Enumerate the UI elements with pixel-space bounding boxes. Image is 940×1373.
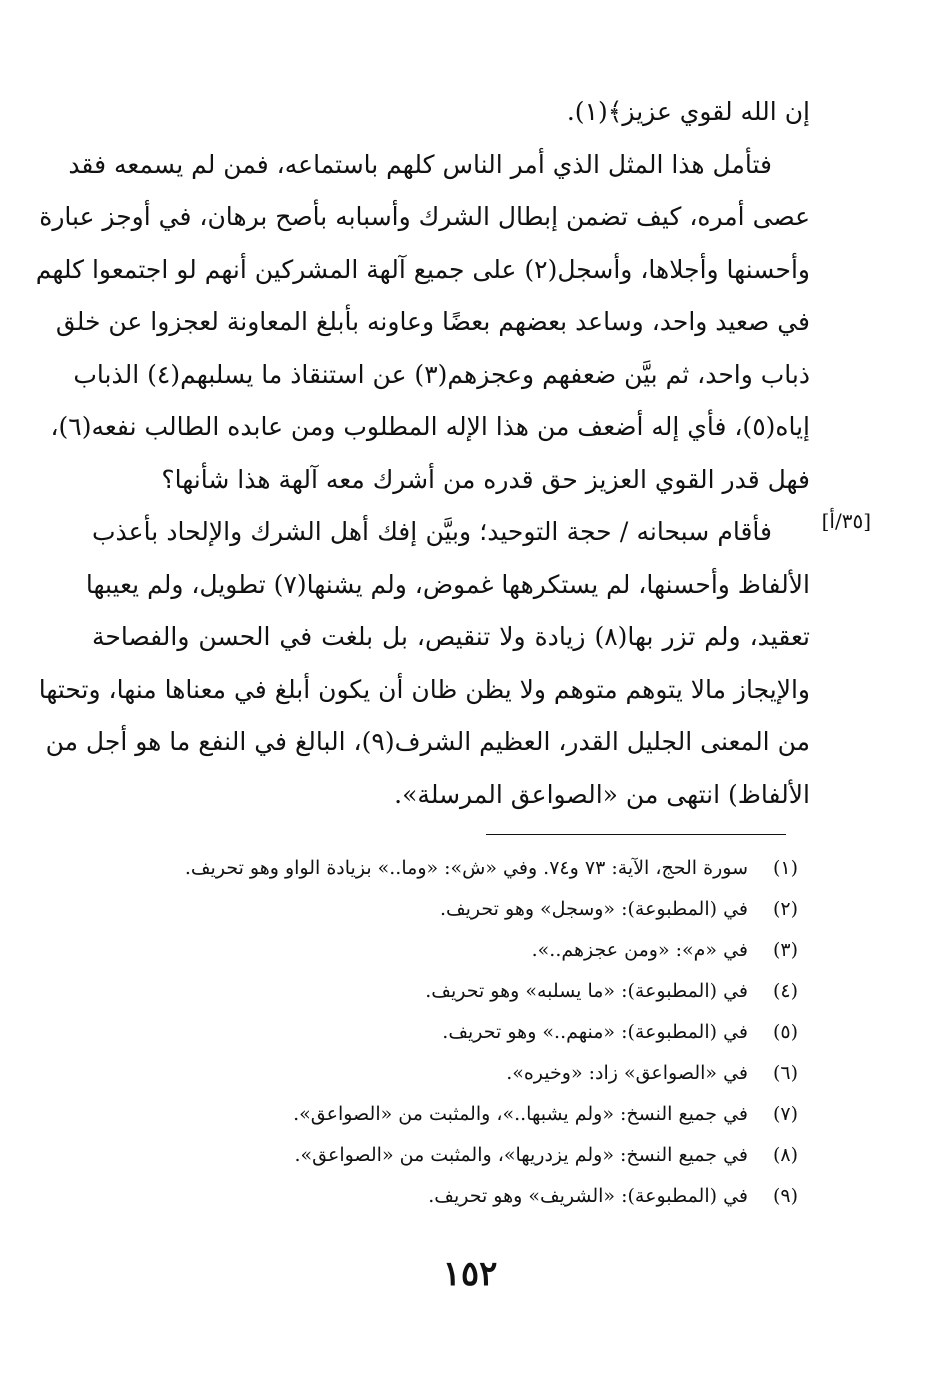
footnote-text: في (المطبوعة): «منهم..» وهو تحريف. <box>442 1021 748 1043</box>
text-line: فتأمل هذا المثل الذي أمر الناس كلهم باستماعه، فمن لم يسمعه فقد <box>68 149 772 179</box>
footnote-separator <box>486 834 786 835</box>
footnote-number: (٢) <box>772 898 798 920</box>
footnote-text: في جميع النسخ: «ولم يشبها..»، والمثبت من «الصواعق». <box>293 1103 748 1125</box>
footnote-item <box>104 1053 798 1094</box>
text-line: فأقام سبحانه / حجة التوحيد؛ وبيَّن إفك أهل الشرك والإلحاد بأعذب <box>92 517 772 546</box>
text-line: إن الله لقوي عزيز﴾(١). <box>566 97 810 126</box>
footnote-number: (٦) <box>772 1062 798 1084</box>
footnote-item <box>104 971 798 1012</box>
footnote-item <box>104 1094 798 1135</box>
text-line: الألفاظ) انتهى من «الصواعق المرسلة». <box>394 779 810 809</box>
main-text-block <box>35 86 810 821</box>
text-line: وأحسنها وأجلاها، وأسجل(٢) على جميع آلهة المشركين أنهم لو اجتمعوا كلهم <box>35 254 810 284</box>
footnote-number: (٧) <box>772 1103 798 1125</box>
text-line: والإيجاز مالا يتوهم متوهم ولا يظن ظان أن يكون أبلغ في معناها منها، وتحتها <box>38 674 810 704</box>
text-line: عصى أمره، كيف تضمن إبطال الشرك وأسبابه بأصح برهان، في أوجز عبارة <box>39 202 810 231</box>
footnote-text: في جميع النسخ: «ولم يزدريها»، والمثبت من «الصواعق». <box>294 1144 748 1166</box>
footnote-item <box>104 848 798 889</box>
footnote-number: (٥) <box>772 1021 798 1043</box>
text-line: في صعيد واحد، وساعد بعضهم بعضًا وعاونه بأبلغ المعاونة لعجزوا عن خلق <box>55 307 810 336</box>
footnote-text: في (المطبوعة): «الشريف» وهو تحريف. <box>428 1185 748 1207</box>
footnote-item <box>104 1012 798 1053</box>
text-line: الألفاظ وأحسنها، لم يستكرهها غموض، ولم يشنها(٧) تطويل، ولم يعيبها <box>85 569 810 599</box>
text-line: ذباب واحد، ثم بيَّن ضعفهم وعجزهم(٣) عن استنقاذ ما يسلبهم(٤) الذباب <box>73 359 810 389</box>
footnote-number: (٣) <box>772 939 798 961</box>
footnote-text: في (المطبوعة): «وسجل» وهو تحريف. <box>439 898 748 920</box>
manuscript-folio-reference: [٣٥/أ] <box>821 509 871 533</box>
footnote-number: (٤) <box>772 980 798 1002</box>
footnote-text: سورة الحج، الآية: ٧٣ و٧٤. وفي «ش»: «وما..» بزيادة الواو وهو تحريف. <box>184 857 748 879</box>
text-line: من المعنى الجليل القدر، العظيم الشرف(٩)، البالغ في النفع ما هو أجل من <box>45 727 810 756</box>
footnote-number: (٩) <box>772 1185 798 1207</box>
text-line: فهل قدر القوي العزيز حق قدره من أشرك معه آلهة هذا شأنها؟ <box>161 464 810 494</box>
footnote-item <box>104 930 798 971</box>
footnote-number: (١) <box>772 857 798 879</box>
footnote-text: في «الصواعق» زاد: «وخيره». <box>506 1062 748 1084</box>
text-line: تعقيد، ولم تزر بها(٨) زيادة ولا تنقيص، بل بلغت في الحسن والفصاحة <box>92 622 810 651</box>
footnote-number: (٨) <box>772 1144 798 1166</box>
footnote-item <box>104 1135 798 1176</box>
footnote-text: في (المطبوعة): «ما يسلبه» وهو تحريف. <box>425 980 748 1002</box>
footnotes-block <box>104 848 798 1217</box>
footnote-item <box>104 889 798 930</box>
text-line: إياه(٥)، فأي إله أضعف من هذا الإله المطلوب ومن عابده الطالب نفعه(٦)، <box>50 412 810 441</box>
footnote-text: في «م»: «ومن عجزهم..». <box>531 939 748 961</box>
page-number: ١٥٢ <box>442 1254 498 1294</box>
footnote-item <box>104 1176 798 1217</box>
